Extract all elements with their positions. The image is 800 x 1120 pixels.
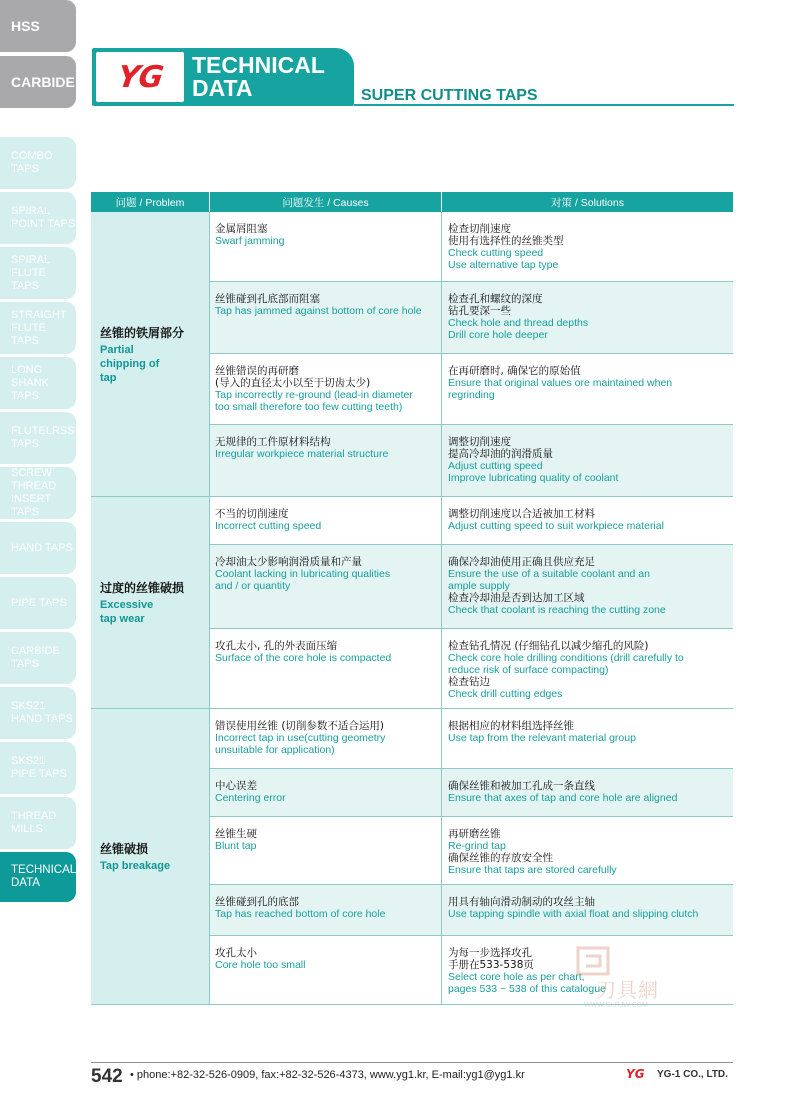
table-header <box>91 192 733 212</box>
watermark-url: WWW.GLRJW.COM <box>584 1002 648 1009</box>
problem-en: Excessive tap wear <box>100 599 154 625</box>
cause-en: Incorrect tap in use(cutting geometry unsuitable for application) <box>215 732 386 756</box>
cause-cn: 无规律的工件原材料结构 <box>215 436 331 448</box>
table-row <box>210 282 733 354</box>
side-tab-hand-taps[interactable]: HAND TAPS <box>0 522 76 574</box>
cause-cell <box>210 709 442 768</box>
cause-cell <box>210 497 442 544</box>
solution-cell <box>442 282 733 353</box>
solution-cell <box>442 497 733 544</box>
cause-en: Centering error <box>215 792 286 804</box>
side-tab-long-shank-taps[interactable]: LONG SHANK TAPS <box>0 357 76 409</box>
solution-cn: 在再研磨时, 确保它的原始值 <box>448 365 581 377</box>
solution-en: Ensure that taps are stored carefully <box>448 864 617 876</box>
solution-cn: 确保冷却油使用正确且供应充足 <box>448 556 595 568</box>
table-row <box>210 212 733 282</box>
cause-en: Irregular workpiece material structure <box>215 448 389 460</box>
solution-en: Adjust cutting speed to suit workpiece material <box>448 520 664 532</box>
side-tab-technical-data[interactable]: TECHNICAL DATA <box>0 852 76 902</box>
solution-en: Adjust cutting speed Improve lubricating quality of coolant <box>448 460 619 484</box>
cause-en: Surface of the core hole is compacted <box>215 652 392 664</box>
side-tab-carbide-taps[interactable]: CARBIDE TAPS <box>0 632 76 684</box>
side-tab-spiral-flute-taps[interactable]: SPIRAL FLUTE TAPS <box>0 247 76 299</box>
solution-en: Check hole and thread depths Drill core hole deeper <box>448 317 589 341</box>
solution-cell <box>442 212 733 281</box>
side-tab-flutelrss-taps[interactable]: FLUTELRSS TAPS <box>0 412 76 464</box>
table-row <box>210 354 733 425</box>
solution-en: Ensure that original values ore maintained when regrinding <box>448 377 673 401</box>
cause-en: Swarf jamming <box>215 235 285 247</box>
watermark-logo-icon <box>574 944 614 978</box>
cause-en: Tap incorrectly re-ground (lead-in diameter too small therefore too few cutting teeth) <box>215 389 413 413</box>
problem-cn: 丝锥的铁屑部分 <box>100 325 185 340</box>
yg-logo <box>96 52 184 102</box>
solution-cell <box>442 769 733 816</box>
solution-en: Use tap from the relevant material group <box>448 732 636 744</box>
cause-en: Coolant lacking in lubricating qualities and / or quantity <box>215 568 391 592</box>
solution-cell <box>442 425 733 496</box>
cause-cn: 不当的切削速度 <box>215 508 289 520</box>
table-row <box>210 709 733 769</box>
solution-en: Re-grind tap <box>448 840 506 852</box>
cause-cn: 攻孔太小, 孔的外表面压缩 <box>215 640 338 652</box>
problem-cell <box>91 212 210 496</box>
solution-cn: 确保丝锥的存放安全性 <box>448 852 553 864</box>
cause-cn: 丝锥错误的再研磨 (导入的直径太小以至于切齿太少) <box>215 365 371 389</box>
page-subtitle: SUPER CUTTING TAPS <box>361 87 538 104</box>
solution-cn: 确保丝锥和被加工孔成一条直线 <box>448 780 595 792</box>
problem-en: Tap breakage <box>100 860 171 872</box>
solution-cell <box>442 545 733 628</box>
side-tab-combo-taps[interactable]: COMBO TAPS <box>0 137 76 189</box>
solution-cn: 检查孔和螺纹的深度 钻孔要深一些 <box>448 293 543 317</box>
solution-cn: 根据相应的材料组选择丝锥 <box>448 720 574 732</box>
solution-cell <box>442 709 733 768</box>
side-tab-carbide[interactable]: CARBIDE <box>0 56 76 108</box>
solution-cn: 检查钻边 <box>448 676 490 688</box>
cause-cell <box>210 354 442 424</box>
problem-en: Partial chipping of tap <box>100 343 160 384</box>
solution-cn: 为每一步选择攻孔 手册在533-538页 <box>448 947 534 971</box>
table-row <box>210 817 733 885</box>
header-solutions: 对策 / Solutions <box>551 196 624 209</box>
cause-cell <box>210 817 442 884</box>
side-tab-hss[interactable]: HSS <box>0 0 76 52</box>
watermark-text: 刃具網 <box>596 978 659 1002</box>
cause-cell <box>210 936 442 1004</box>
problem-cell <box>91 709 210 1004</box>
watermark <box>568 944 678 1014</box>
cause-en: Tap has jammed against bottom of core hole <box>215 305 422 317</box>
solution-en: Check cutting speed Use alternative tap type <box>448 247 559 271</box>
cause-cn: 冷却油太少影响润滑质量和产量 <box>215 556 362 568</box>
header-causes: 问题发生 / Causes <box>210 192 442 212</box>
solution-cn: 再研磨丝锥 <box>448 828 501 840</box>
problem-group <box>91 212 733 497</box>
problem-cn: 过度的丝锥破损 <box>100 581 185 595</box>
solution-en: Ensure the use of a suitable coolant and an ample supply <box>448 568 650 592</box>
side-tab-screw-thread-insert-taps[interactable]: SCREW THREAD INSERT TAPS <box>0 467 76 519</box>
table-row <box>210 885 733 936</box>
side-tab-pipe-taps[interactable]: PIPE TAPS <box>0 577 76 629</box>
solution-en: Use tapping spindle with axial float and slipping clutch <box>448 908 699 920</box>
solution-en: Check drill cutting edges <box>448 688 563 700</box>
troubleshooting-table <box>91 192 733 1005</box>
cause-cn: 丝锥碰到孔底部而阻塞 <box>215 293 320 305</box>
cause-cn: 中心误差 <box>215 780 257 792</box>
solution-cn: 用具有轴向滑动制动的攻丝主轴 <box>448 896 595 908</box>
solution-cn: 检查钻孔情况 (仔细钻孔以减少缩孔的风险) <box>448 640 649 652</box>
table-row <box>210 629 733 708</box>
cause-en: Blunt tap <box>215 840 257 852</box>
side-tab-spiral-point-taps[interactable]: SPIRAL POINT TAPS <box>0 192 76 244</box>
technical-data-banner <box>92 48 354 106</box>
company-name: YG-1 CO., LTD. <box>657 1069 728 1080</box>
cause-en: Tap has reached bottom of core hole <box>215 908 386 920</box>
cause-en: Core hole too small <box>215 959 306 971</box>
table-row <box>210 769 733 817</box>
footer-divider <box>91 1062 733 1063</box>
table-row <box>210 497 733 545</box>
solution-cn: 调整切削速度以合适被加工材料 <box>448 508 595 520</box>
problem-cn: 丝锥破损 <box>100 842 149 856</box>
problem-cell <box>91 497 210 708</box>
solution-en: Ensure that axes of tap and core hole are aligned <box>448 792 678 804</box>
solution-cell <box>442 817 733 884</box>
side-tab-thread-mills[interactable]: THREAD MILLS <box>0 797 76 849</box>
solution-en: Check that coolant is reaching the cutting zone <box>448 604 666 616</box>
solution-cell <box>442 885 733 935</box>
cause-cn: 丝锥碰到孔的底部 <box>215 896 299 908</box>
section-title: TECHNICAL DATA <box>192 52 325 101</box>
solution-en: Check core hole drilling conditions (drill carefully to reduce risk of surface compacting) <box>448 652 684 676</box>
solution-en: Select core hole as per chart, pages 533 ~ 538 of this catalogue <box>448 971 606 995</box>
solution-cell <box>442 629 733 708</box>
table-row <box>210 545 733 629</box>
cause-cell <box>210 545 442 628</box>
header-problem: 问题 / Problem <box>91 192 210 212</box>
solution-cn: 检查切削速度 使用有选择性的丝锥类型 <box>448 223 564 247</box>
cause-cell <box>210 425 442 496</box>
solution-cn: 调整切削速度 提高冷却油的润滑质量 <box>448 436 553 460</box>
side-tab-sks21-pipe-taps[interactable]: SKS21 PIPE TAPS <box>0 742 76 794</box>
table-row <box>210 425 733 496</box>
cause-en: Incorrect cutting speed <box>215 520 322 532</box>
cause-cell <box>210 282 442 353</box>
cause-cn: 错误使用丝锥 (切削参数不适合运用) <box>215 720 385 732</box>
cause-cell <box>210 769 442 816</box>
solution-cn: 检查冷却油是否到达加工区域 <box>448 592 585 604</box>
cause-cell <box>210 885 442 935</box>
yg-logo-text: YG <box>115 59 165 95</box>
cause-cn: 丝锥生硬 <box>215 828 257 840</box>
cause-cn: 攻孔太小 <box>215 947 257 959</box>
cause-cn: 金属屑阻塞 <box>215 223 268 235</box>
side-tab-sks21-hand-taps[interactable]: SKS21 HAND TAPS <box>0 687 76 739</box>
cause-cell <box>210 212 442 281</box>
side-tab-straight-flute-taps[interactable]: STRAIGHT FLUTE TAPS <box>0 302 76 354</box>
contact-info: • phone:+82-32-526-0909, fax:+82-32-526-4373, www.yg1.kr, E-mail:yg1@yg1.kr <box>130 1069 525 1081</box>
cause-cell <box>210 629 442 708</box>
solution-cell <box>442 354 733 424</box>
problem-group <box>91 497 733 709</box>
page-number: 542 <box>91 1066 123 1087</box>
footer-logo: YG <box>626 1067 645 1081</box>
